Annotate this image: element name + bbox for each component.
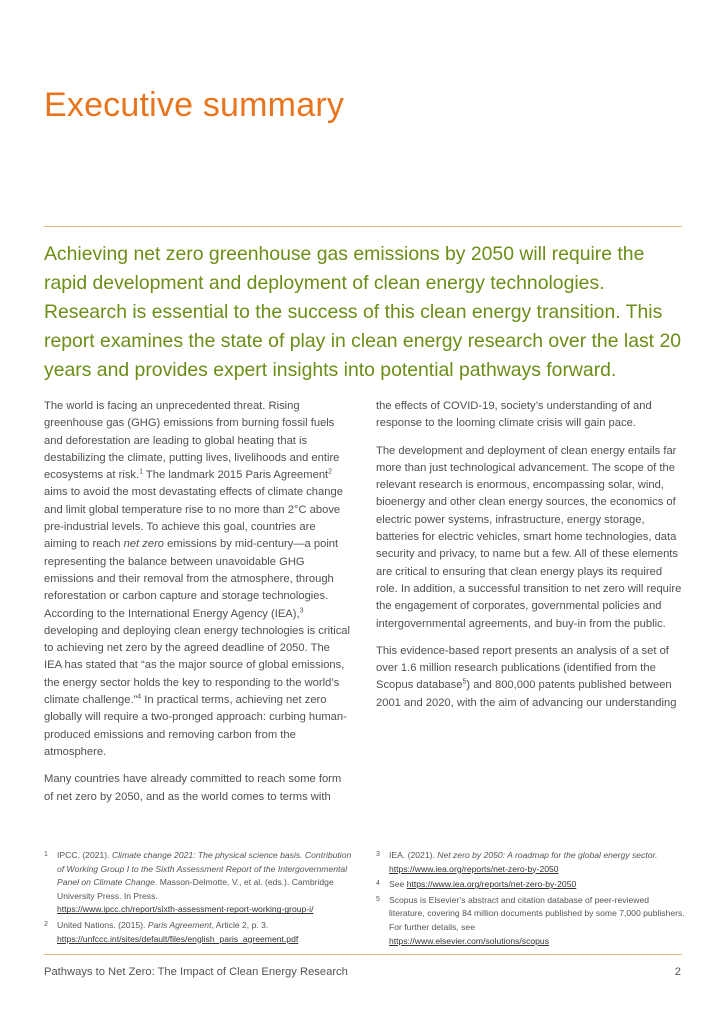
footnote-link[interactable]: https://www.elsevier.com/solutions/scopus: [389, 935, 550, 946]
footnote-link[interactable]: https://unfccc.int/sites/default/files/english_paris_agreement.pdf: [57, 933, 299, 944]
body-column-right: [376, 398, 682, 722]
footer-title: Pathways to Net Zero: The Impact of Clean Energy Research: [44, 966, 348, 978]
footnote: 5 Scopus is Elsevier’s abstract and citation database of peer-reviewed literature, covering 84 million documents published by some 7,000 publishers. For further details, see https://www.elsevier.com/solutions/scopus: [376, 893, 686, 948]
footnotes-left: [44, 848, 354, 947]
footnote-link[interactable]: https://www.iea.org/reports/net-zero-by-2050: [389, 863, 559, 874]
footnote-ref[interactable]: 2: [328, 468, 333, 476]
footnote-link[interactable]: https://www.iea.org/reports/net-zero-by-2050: [406, 879, 577, 890]
top-divider: [44, 226, 682, 227]
body-paragraph: The world is facing an unprecedented threat. Rising greenhouse gas (GHG) emissions from burning fossil fuels and deforestation are leading to global heating that is destabilizing the climate, putting lives, livelihoods and entire ecosystems at risk.$^1$ The landmark 2015 Paris Agreement$^2$ aims to avoid the most devastating effects of climate change and limit global temperature rise to no more than 2°C above pre-industrial levels. To achieve this goal, countries are aiming to reach net zero emissions by mid-century—a point representing the balance between unavoidable GHG emissions and their removal from the atmosphere, through reforestation or carbon capture and storage technologies. According to the International Energy Agency (IEA),$^3$ developing and deploying clean energy technologies is critical to achieving net zero by the agreed deadline of 2050. The IEA has stated that “as the major source of global emissions, the energy sector holds the key to responding to the world’s climate challenge.”$^4$ In practical terms, achieving net zero globally will require a two-pronged approach: curbing human-produced emissions and removing carbon from the atmosphere.: [44, 400, 350, 758]
bottom-divider: [44, 954, 682, 955]
footnote-ref[interactable]: 3: [299, 606, 304, 614]
lead-paragraph: Achieving net zero greenhouse gas emissions by 2050 will require the rapid development and deployment of clean energy technologies. Research is essential to the success of this clean energy transition. This report examines the state of play in clean energy research over the last 20 years and provides expert insights into potential pathways forward.: [44, 243, 682, 381]
footnote: 1 IPCC. (2021). Climate change 2021: The physical science basis. Contribution of Working Group I to the Sixth Assessment Report of the Intergovernmental Panel on Climate Change. Masson-Delmotte, V., et al. (eds.). Cambridge University Press. In Press. https://www.ipcc.ch/report/sixth-assessment-report-working-group-i/: [44, 848, 354, 917]
footnote: 2 United Nations. (2015). Paris Agreement, Article 2, p. 3. https://unfccc.int/sites/default/files/english_paris_agreement.pdf: [44, 918, 354, 946]
footnote-link[interactable]: https://www.ipcc.ch/report/sixth-assessment-report-working-group-i/: [57, 904, 314, 915]
body-paragraph: This evidence-based report presents an analysis of a set of over 1.6 million research publications (identified from the Scopus database$^5$) and 800,000 patents published between 2001 and 2020, with the aim of advancing our understanding: [376, 644, 677, 709]
footnote: 3 IEA. (2021). Net zero by 2050: A roadmap for the global energy sector. https://www.iea.org/reports/net-zero-by-2050: [376, 848, 686, 876]
body-paragraph: the effects of COVID-19, society’s understanding of and response to the looming climate crisis will gain pace.: [376, 400, 652, 430]
footnote-ref[interactable]: 4: [137, 693, 142, 701]
footnotes-right: [376, 848, 686, 949]
footnote: 4 See https://www.iea.org/reports/net-zero-by-2050: [376, 879, 577, 890]
body-paragraph: The development and deployment of clean energy entails far more than just technological advancement. The scope of the relevant research is enormous, encompassing solar, wind, bioenergy and other clean energy sources, the economics of electric power systems, infrastructure, energy storage, batteries for electric vehicles, smart home technologies, data security and privacy, to name but a few. All of these elements are critical to ensuring that clean energy plays its required role. In addition, a successful transition to net zero will require the engagement of corporates, governmental policies and intergovernmental agreements, and buy-in from the public.: [376, 444, 682, 630]
page-number: 2: [674, 966, 681, 978]
body-column-left: [44, 398, 350, 816]
footnote-ref[interactable]: 1: [139, 468, 144, 476]
footnote-ref[interactable]: 5: [462, 678, 467, 686]
body-paragraph: Many countries have already committed to reach some form of net zero by 2050, and as the world comes to terms with: [44, 773, 342, 803]
page-title: Executive summary: [44, 86, 345, 124]
